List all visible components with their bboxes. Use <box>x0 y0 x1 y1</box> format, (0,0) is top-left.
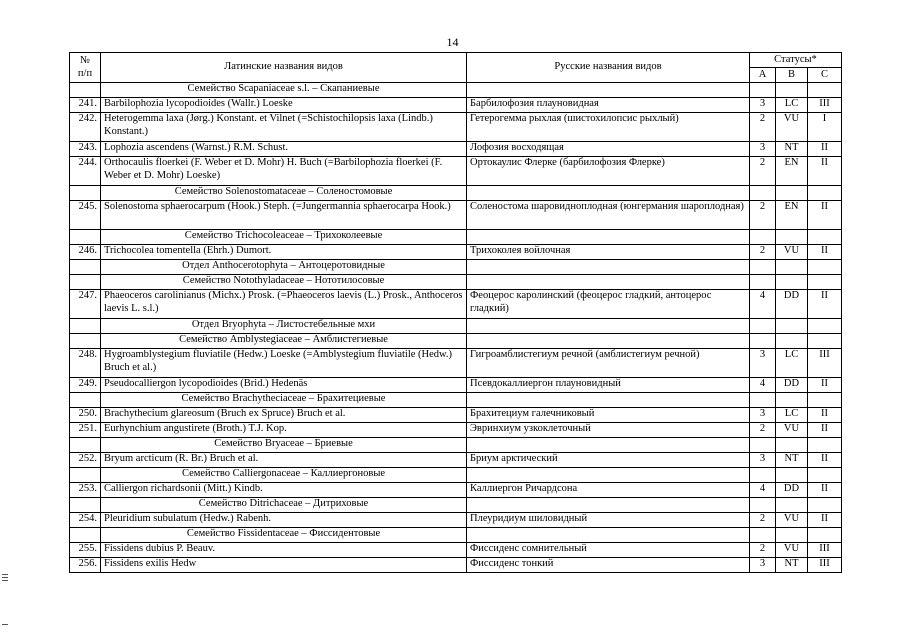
russian-name: Ортокаулис Флерке (барбилофозия Флерке) <box>467 157 750 186</box>
status-b: VU <box>776 245 808 260</box>
division-name: Отдел Anthocerotophyta – Антоцеротовидные <box>101 260 467 275</box>
division-row <box>70 260 842 275</box>
family-row <box>70 393 842 408</box>
family-row <box>70 498 842 513</box>
division-name: Отдел Bryophyta – Листостебельные мхи <box>101 319 467 334</box>
table-row <box>70 378 842 393</box>
family-row <box>70 83 842 98</box>
russian-name: Барбилофозия плауновидная <box>467 98 750 113</box>
status-b: EN <box>776 201 808 230</box>
russian-name: Соленостома шаровиднoплодная (юнгермания шароплодная) <box>467 201 750 230</box>
empty-cell <box>750 260 776 275</box>
status-c: III <box>808 558 842 573</box>
row-number: 255. <box>70 543 101 558</box>
empty-cell <box>467 83 750 98</box>
empty-cell <box>750 83 776 98</box>
status-c: II <box>808 483 842 498</box>
empty-cell <box>70 275 101 290</box>
latin-name: Lophozia ascendens (Warnst.) R.M. Schust. <box>101 142 467 157</box>
status-b: VU <box>776 513 808 528</box>
row-number: 249. <box>70 378 101 393</box>
status-c: II <box>808 453 842 468</box>
status-a: 2 <box>750 113 776 142</box>
table-row <box>70 513 842 528</box>
empty-cell <box>808 186 842 201</box>
empty-cell <box>808 528 842 543</box>
empty-cell <box>70 83 101 98</box>
row-number: 245. <box>70 201 101 230</box>
family-row <box>70 230 842 245</box>
russian-name: Лофозия восходящая <box>467 142 750 157</box>
margin-mark <box>2 577 8 578</box>
table-row <box>70 290 842 319</box>
row-number: 241. <box>70 98 101 113</box>
table-row <box>70 157 842 186</box>
empty-cell <box>70 334 101 349</box>
status-c: II <box>808 142 842 157</box>
status-a: 3 <box>750 558 776 573</box>
status-a: 4 <box>750 378 776 393</box>
empty-cell <box>467 334 750 349</box>
row-number: 252. <box>70 453 101 468</box>
header-num: № п/п <box>70 53 101 83</box>
empty-cell <box>808 275 842 290</box>
family-name: Семейство Bryaceae – Бриевые <box>101 438 467 453</box>
row-number: 246. <box>70 245 101 260</box>
family-row <box>70 334 842 349</box>
family-row <box>70 438 842 453</box>
status-a: 3 <box>750 98 776 113</box>
empty-cell <box>750 275 776 290</box>
empty-cell <box>776 438 808 453</box>
empty-cell <box>808 498 842 513</box>
empty-cell <box>70 468 101 483</box>
header-status-a: A <box>750 68 776 83</box>
table-row <box>70 113 842 142</box>
empty-cell <box>776 528 808 543</box>
latin-name: Heterogemma laxa (Jørg.) Konstant. et Vilnet (=Schistochilopsis laxa (Lindb.) Konstant.) <box>101 113 467 142</box>
empty-cell <box>808 230 842 245</box>
empty-cell <box>467 468 750 483</box>
status-a: 2 <box>750 543 776 558</box>
empty-cell <box>70 319 101 334</box>
empty-cell <box>808 393 842 408</box>
latin-name: Fissidens dubius P. Beauv. <box>101 543 467 558</box>
status-c: II <box>808 201 842 230</box>
row-number: 248. <box>70 349 101 378</box>
family-name: Семейство Scapaniaceae s.l. – Скапаниевые <box>101 83 467 98</box>
empty-cell <box>776 468 808 483</box>
russian-name: Брахитециум галечниковый <box>467 408 750 423</box>
status-b: DD <box>776 290 808 319</box>
empty-cell <box>467 498 750 513</box>
status-c: III <box>808 349 842 378</box>
empty-cell <box>776 275 808 290</box>
status-b: LC <box>776 98 808 113</box>
empty-cell <box>750 319 776 334</box>
family-name: Семейство Brachytheciaceae – Брахитециевые <box>101 393 467 408</box>
status-a: 2 <box>750 201 776 230</box>
family-name: Семейство Solenostomataceae – Соленостомовые <box>101 186 467 201</box>
table-row <box>70 201 842 230</box>
latin-name: Barbilophozia lycopodioides (Wallr.) Loeske <box>101 98 467 113</box>
row-number: 256. <box>70 558 101 573</box>
russian-name: Гигроамблистегиум речной (амблистегиум речной) <box>467 349 750 378</box>
row-number: 254. <box>70 513 101 528</box>
empty-cell <box>750 230 776 245</box>
status-a: 2 <box>750 157 776 186</box>
empty-cell <box>776 498 808 513</box>
empty-cell <box>70 393 101 408</box>
status-b: LC <box>776 408 808 423</box>
margin-mark <box>2 580 8 581</box>
table-body <box>70 83 842 573</box>
latin-name: Phaeoceros carolinianus (Michx.) Prosk. (=Phaeoceros laevis (L.) Prosk., Anthoceros laevis L. s.l.) <box>101 290 467 319</box>
empty-cell <box>808 260 842 275</box>
status-b: EN <box>776 157 808 186</box>
empty-cell <box>467 438 750 453</box>
empty-cell <box>70 186 101 201</box>
empty-cell <box>467 319 750 334</box>
status-b: VU <box>776 113 808 142</box>
status-b: LC <box>776 349 808 378</box>
header-statuses: Статусы* <box>750 53 842 68</box>
empty-cell <box>467 186 750 201</box>
empty-cell <box>750 498 776 513</box>
empty-cell <box>776 186 808 201</box>
status-c: I <box>808 113 842 142</box>
empty-cell <box>467 260 750 275</box>
family-name: Семейство Fissidentaceae – Фиссидентовые <box>101 528 467 543</box>
row-number: 253. <box>70 483 101 498</box>
empty-cell <box>750 186 776 201</box>
latin-name: Pleuridium subulatum (Hedw.) Rabenh. <box>101 513 467 528</box>
empty-cell <box>808 319 842 334</box>
family-row <box>70 528 842 543</box>
empty-cell <box>776 319 808 334</box>
status-a: 4 <box>750 290 776 319</box>
row-number: 247. <box>70 290 101 319</box>
status-c: II <box>808 378 842 393</box>
status-a: 2 <box>750 245 776 260</box>
empty-cell <box>467 230 750 245</box>
empty-cell <box>776 230 808 245</box>
latin-name: Fissidens exilis Hedw <box>101 558 467 573</box>
family-name: Семейство Trichocoleaceae – Трихоколеевые <box>101 230 467 245</box>
empty-cell <box>808 83 842 98</box>
russian-name: Псевдокаллиергон плауновидный <box>467 378 750 393</box>
status-c: III <box>808 543 842 558</box>
empty-cell <box>70 230 101 245</box>
russian-name: Гетерогемма рыхлая (шистохилопсис рыхлый) <box>467 113 750 142</box>
empty-cell <box>70 438 101 453</box>
row-number: 244. <box>70 157 101 186</box>
header-russian: Русские названия видов <box>467 53 750 83</box>
header-status-b: B <box>776 68 808 83</box>
family-name: Семейство Ditrichaceae – Дитриховые <box>101 498 467 513</box>
russian-name: Каллиергон Ричардсона <box>467 483 750 498</box>
family-row <box>70 275 842 290</box>
empty-cell <box>808 334 842 349</box>
table-row <box>70 423 842 438</box>
empty-cell <box>467 528 750 543</box>
empty-cell <box>750 393 776 408</box>
latin-name: Trichocolea tomentella (Ehrh.) Dumort. <box>101 245 467 260</box>
empty-cell <box>808 438 842 453</box>
russian-name: Фиссиденс тонкий <box>467 558 750 573</box>
latin-name: Pseudocalliergon lycopodioides (Brid.) Hedenäs <box>101 378 467 393</box>
status-a: 3 <box>750 142 776 157</box>
latin-name: Orthocaulis floerkei (F. Weber et D. Mohr) H. Buch (=Barbilophozia floerkei (F. Weber et D. Mohr) Loeske) <box>101 157 467 186</box>
empty-cell <box>808 468 842 483</box>
empty-cell <box>467 393 750 408</box>
header-latin: Латинские названия видов <box>101 53 467 83</box>
latin-name: Solenostoma sphaerocarpum (Hook.) Steph. (=Jungermannia sphaerocarpa Hook.) <box>101 201 467 230</box>
family-name: Семейство Notothyladaceae – Нототилосовые <box>101 275 467 290</box>
latin-name: Calliergon richardsonii (Mitt.) Kindb. <box>101 483 467 498</box>
header-status-c: C <box>808 68 842 83</box>
latin-name: Bryum arcticum (R. Br.) Bruch et al. <box>101 453 467 468</box>
russian-name: Эвринхиум узкоклеточный <box>467 423 750 438</box>
empty-cell <box>467 275 750 290</box>
table-row <box>70 558 842 573</box>
empty-cell <box>750 528 776 543</box>
empty-cell <box>70 498 101 513</box>
species-table <box>69 52 842 573</box>
row-number: 251. <box>70 423 101 438</box>
status-b: DD <box>776 378 808 393</box>
empty-cell <box>750 438 776 453</box>
empty-cell <box>776 334 808 349</box>
family-name: Семейство Calliergonaceae – Каллиергоновые <box>101 468 467 483</box>
status-c: II <box>808 157 842 186</box>
table-row <box>70 408 842 423</box>
empty-cell <box>70 528 101 543</box>
empty-cell <box>70 260 101 275</box>
status-b: NT <box>776 142 808 157</box>
division-row <box>70 319 842 334</box>
table-row <box>70 349 842 378</box>
margin-mark <box>2 624 8 625</box>
status-a: 3 <box>750 453 776 468</box>
status-a: 2 <box>750 423 776 438</box>
latin-name: Hygroamblystegium fluviatile (Hedw.) Loeske (=Amblystegium fluviatile (Hedw.) Bruch et al.) <box>101 349 467 378</box>
status-c: II <box>808 290 842 319</box>
empty-cell <box>776 83 808 98</box>
empty-cell <box>776 393 808 408</box>
russian-name: Фиссиденс сомнительный <box>467 543 750 558</box>
status-b: DD <box>776 483 808 498</box>
empty-cell <box>776 260 808 275</box>
status-b: VU <box>776 423 808 438</box>
status-b: VU <box>776 543 808 558</box>
row-number: 243. <box>70 142 101 157</box>
table-row <box>70 453 842 468</box>
status-a: 3 <box>750 408 776 423</box>
status-a: 3 <box>750 349 776 378</box>
family-name: Семейство Amblystegiaceae – Амблистегиевые <box>101 334 467 349</box>
latin-name: Eurhynchium angustirete (Broth.) T.J. Kop. <box>101 423 467 438</box>
table-row <box>70 98 842 113</box>
empty-cell <box>750 468 776 483</box>
status-c: II <box>808 408 842 423</box>
status-c: III <box>808 98 842 113</box>
table-row <box>70 142 842 157</box>
table-row <box>70 543 842 558</box>
russian-name: Плеуридиум шиловидный <box>467 513 750 528</box>
status-b: NT <box>776 453 808 468</box>
table-row <box>70 245 842 260</box>
row-number: 250. <box>70 408 101 423</box>
table-header <box>70 53 842 83</box>
russian-name: Трихоколея войлочная <box>467 245 750 260</box>
status-a: 4 <box>750 483 776 498</box>
empty-cell <box>750 334 776 349</box>
row-number: 242. <box>70 113 101 142</box>
status-c: II <box>808 513 842 528</box>
russian-name: Бриум арктический <box>467 453 750 468</box>
status-b: NT <box>776 558 808 573</box>
russian-name: Феоцерос каролинский (феоцерос гладкий, антоцерос гладкий) <box>467 290 750 319</box>
status-c: II <box>808 423 842 438</box>
family-row <box>70 186 842 201</box>
page-number: 14 <box>446 35 459 49</box>
status-a: 2 <box>750 513 776 528</box>
margin-mark <box>2 574 8 575</box>
family-row <box>70 468 842 483</box>
status-c: II <box>808 245 842 260</box>
latin-name: Brachythecium glareosum (Bruch ex Spruce) Bruch et al. <box>101 408 467 423</box>
table-row <box>70 483 842 498</box>
